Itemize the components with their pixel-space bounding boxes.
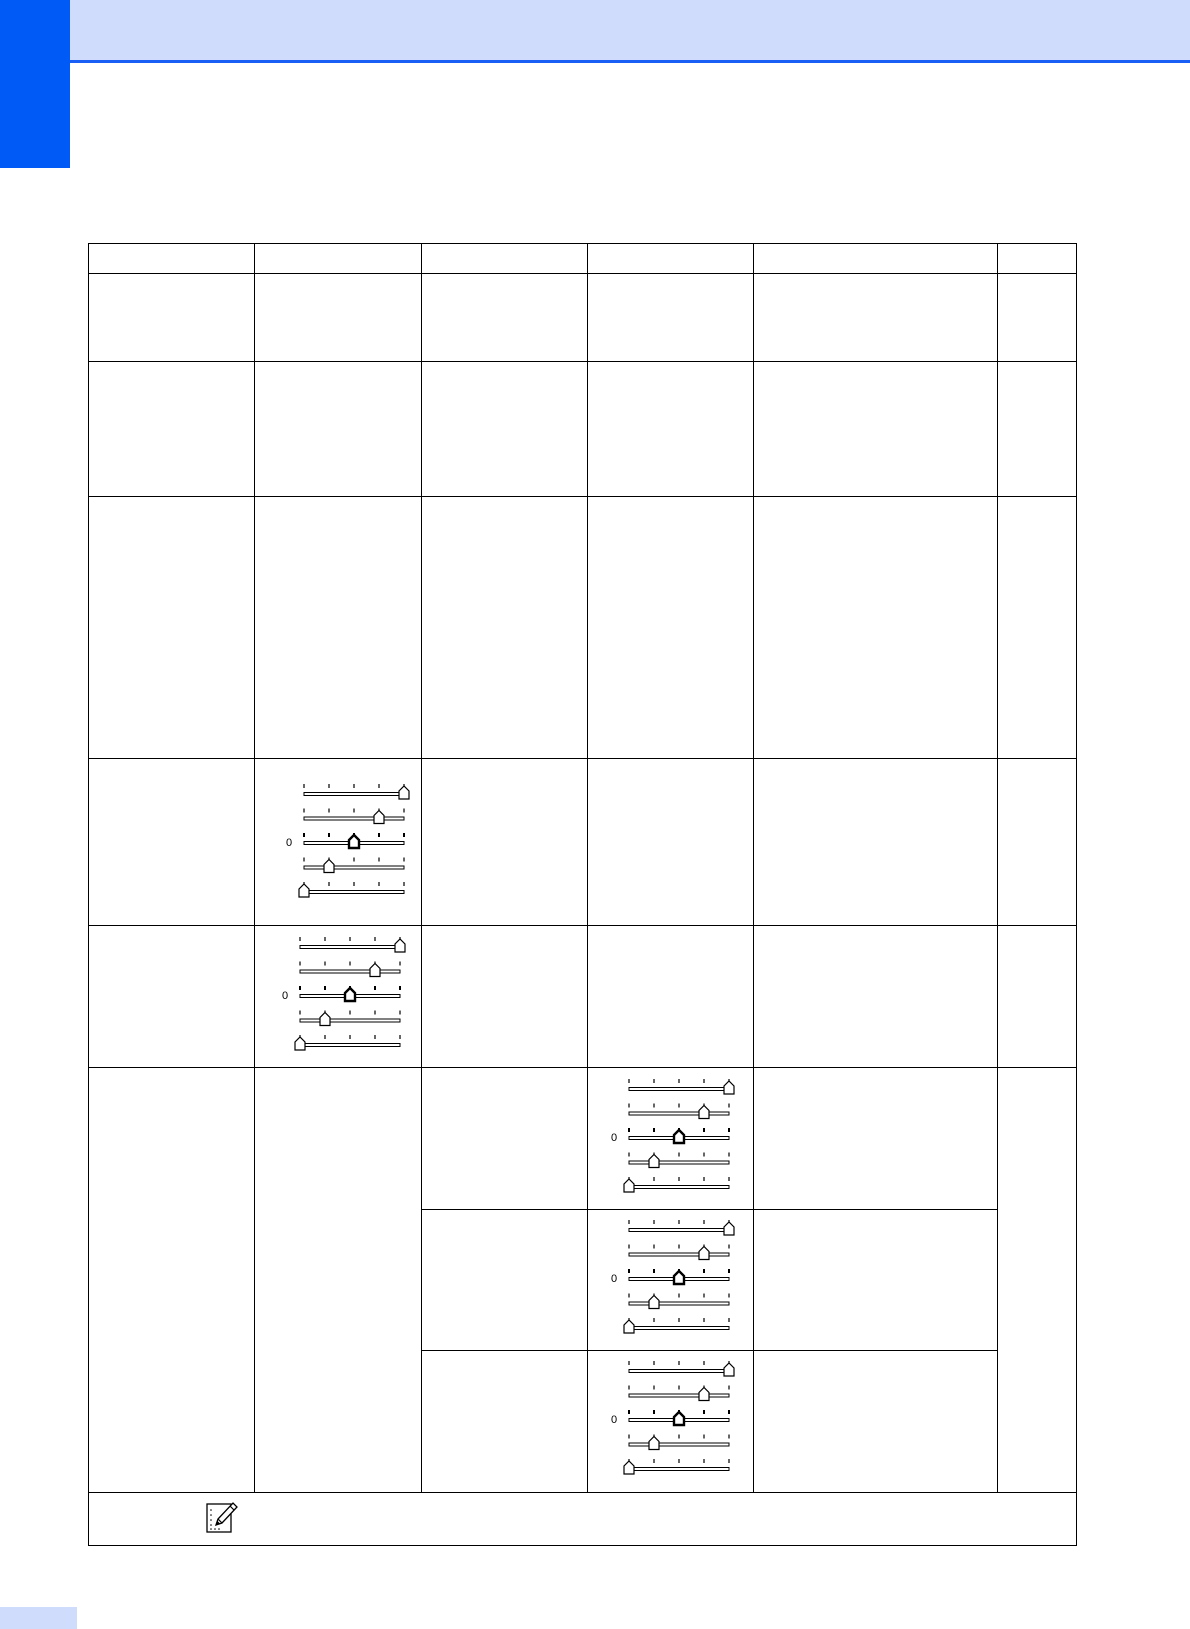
column-divider [254,243,255,1493]
slider-track [629,1112,729,1115]
footer-tab [0,1607,77,1629]
slider-track [304,866,404,869]
slider-knob [724,1222,734,1235]
slider-knob [649,1155,659,1168]
chapter-side-tab [0,0,70,168]
slider-knob [374,811,384,824]
slider-knob [674,1271,684,1284]
row-divider [88,758,1077,759]
slider-track [304,891,404,894]
slider-svg [276,933,406,1069]
row-divider [88,1067,1077,1068]
table-border-left [88,243,89,1546]
slider-knob [624,1320,634,1333]
slider-knob [699,1388,709,1401]
slider-track [300,970,400,973]
column-divider [753,243,754,1493]
slider-track [629,1229,729,1232]
header-rule [70,60,1190,63]
slider-zero-label: 0 [611,1414,618,1426]
slider-track [304,793,404,796]
slider-knob [370,964,380,977]
slider-track [300,946,400,949]
slider-knob [674,1412,684,1425]
slider-knob [624,1461,634,1474]
slider-illustration [605,1357,735,1493]
slider-illustration [605,1075,735,1211]
slider-knob [324,860,334,873]
slider-track [629,1468,729,1471]
slider-svg [605,1357,735,1493]
slider-svg [605,1075,735,1211]
slider-track [629,1253,729,1256]
table-border-right [1076,243,1077,1546]
slider-track [629,1327,729,1330]
slider-illustration [605,1216,735,1352]
slider-track [629,1302,729,1305]
slider-knob [699,1247,709,1260]
slider-track [300,1019,400,1022]
slider-knob [724,1081,734,1094]
slider-zero-label: 0 [611,1273,618,1285]
row-divider [88,361,1077,362]
row-divider [88,1492,1077,1493]
slider-zero-label: 0 [286,837,293,849]
slider-track [300,1044,400,1047]
table-border-bottom [88,1545,1077,1546]
slider-svg [605,1216,735,1352]
slider-knob [699,1106,709,1119]
slider-svg [280,780,410,916]
table-border-top [88,243,1077,244]
slider-knob [345,988,355,1001]
slider-zero-label: 0 [611,1132,618,1144]
slider-knob [395,939,405,952]
slider-track [304,817,404,820]
slider-knob [295,1037,305,1050]
slider-illustration [276,933,406,1069]
slider-knob [399,786,409,799]
pencil-note-icon [206,1500,238,1534]
slider-zero-label: 0 [282,990,289,1002]
slider-knob [624,1179,634,1192]
column-divider [421,243,422,1493]
slider-track [629,1370,729,1373]
column-divider [997,243,998,1493]
header-band [0,0,1190,62]
slider-knob [649,1437,659,1450]
slider-track [629,1088,729,1091]
slider-knob [724,1363,734,1376]
slider-knob [674,1130,684,1143]
slider-knob [320,1013,330,1026]
slider-knob [649,1296,659,1309]
slider-illustration [280,780,410,916]
slider-track [629,1443,729,1446]
slider-track [629,1161,729,1164]
slider-track [629,1394,729,1397]
row-divider [88,925,1077,926]
column-divider [587,243,588,1493]
slider-track [629,1186,729,1189]
row-divider [88,273,1077,274]
slider-knob [299,884,309,897]
row-divider [88,496,1077,497]
slider-knob [349,835,359,848]
